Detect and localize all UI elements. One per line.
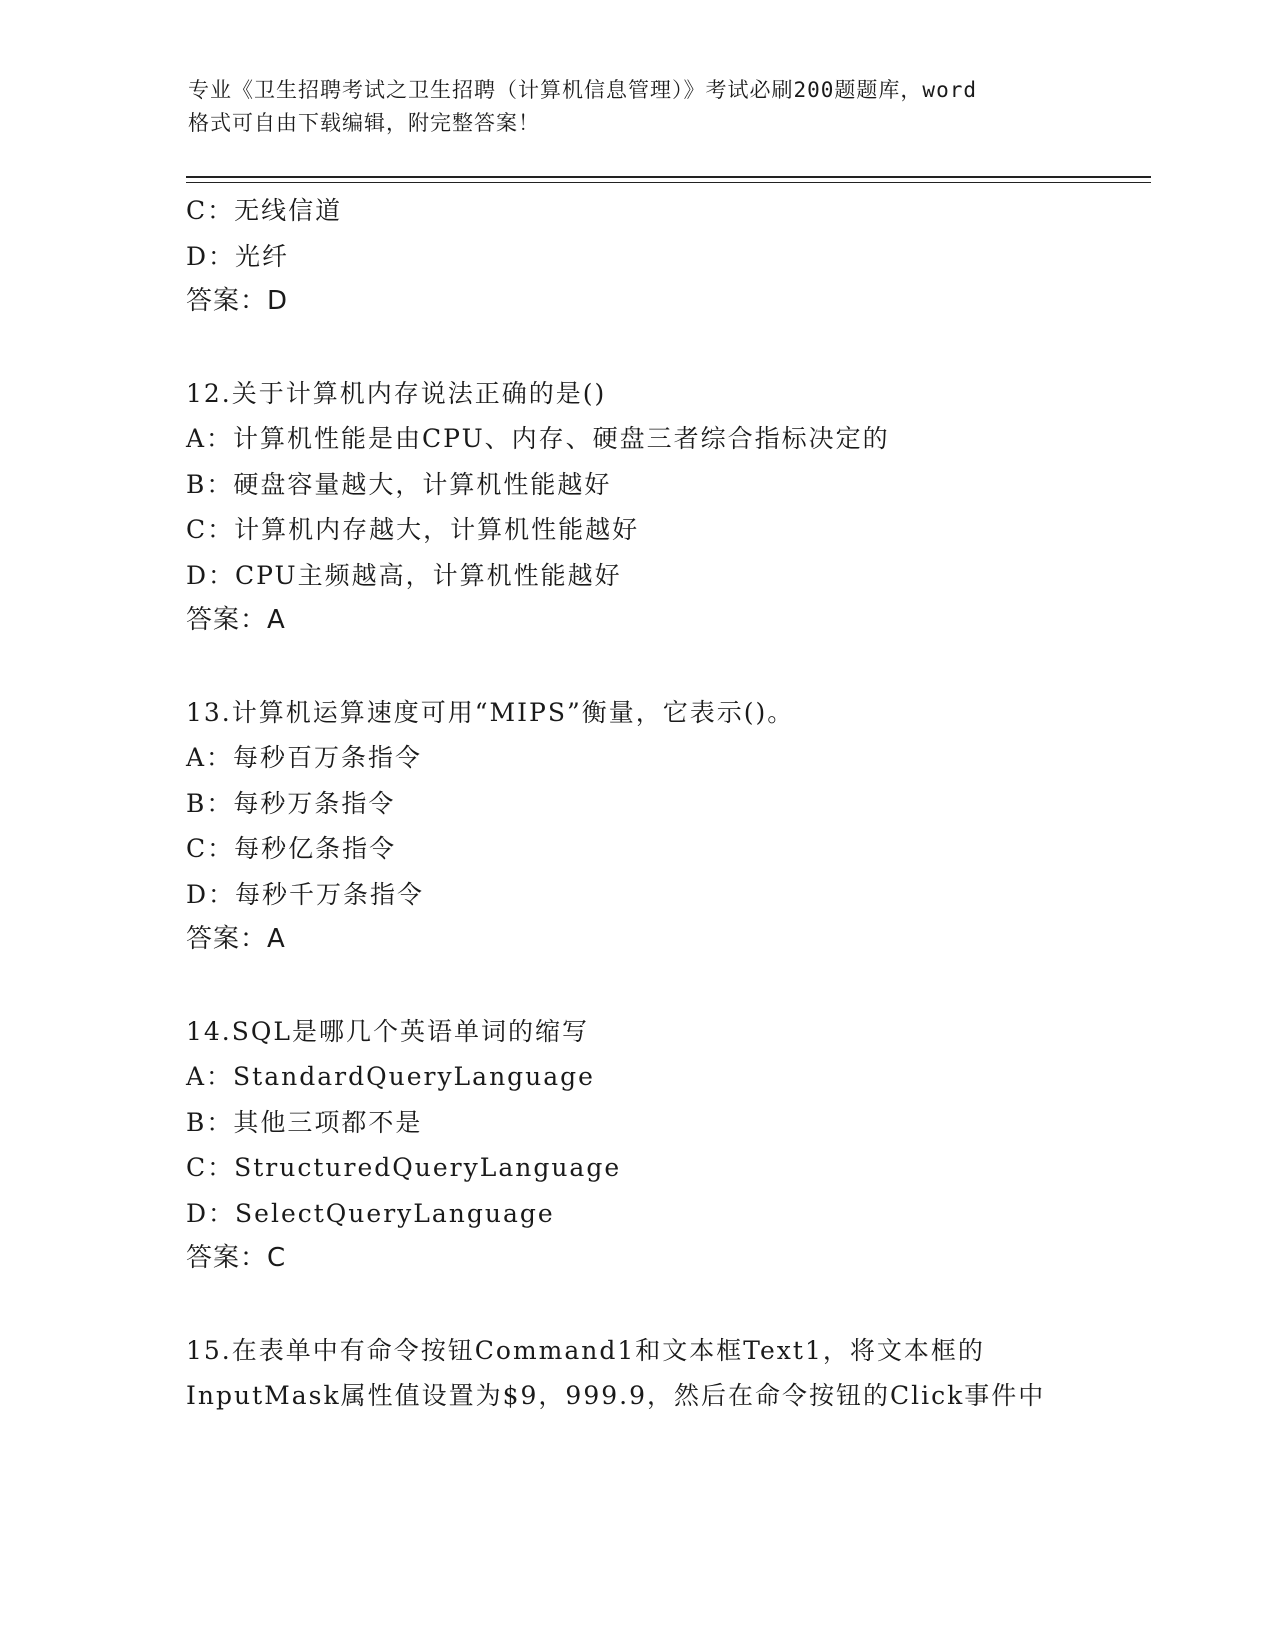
answer-line: 答案：D: [186, 286, 289, 316]
option-line: D：CPU主频越高，计算机性能越好: [186, 560, 622, 590]
option-line: A：计算机性能是由CPU、内存、硬盘三者综合指标决定的: [186, 424, 890, 453]
header-divider-bottom: [186, 182, 1151, 183]
option-line: D：每秒千万条指令: [186, 879, 425, 909]
answer-line: 答案：A: [186, 924, 286, 954]
paragraph-gap: [186, 644, 1146, 690]
option-line: B：硬盘容量越大，计算机性能越好: [186, 469, 612, 499]
option-line: D：SelectQueryLanguage: [186, 1198, 555, 1228]
option-line: D：光纤: [186, 241, 290, 271]
question-line: 15.在表单中有命令按钮Command1和文本框Text1，将文本框的: [186, 1335, 985, 1365]
header-line-2: 格式可自由下载编辑，附完整答案！: [188, 111, 540, 135]
option-line: C：计算机内存越大，计算机性能越好: [186, 515, 640, 544]
question-line: 12.关于计算机内存说法正确的是(): [186, 378, 607, 408]
document-header: [188, 74, 1088, 140]
paragraph-gap: [186, 325, 1146, 371]
option-line: B：其他三项都不是: [186, 1107, 423, 1137]
answer-line: 答案：C: [186, 1243, 287, 1273]
option-line: C：每秒亿条指令: [186, 834, 397, 863]
paragraph-gap: [186, 1282, 1146, 1328]
header-divider-top: [186, 176, 1151, 178]
question-line: InputMask属性值设置为$9，999.9，然后在命令按钮的Click事件中: [186, 1381, 1046, 1410]
option-line: A：StandardQueryLanguage: [186, 1062, 595, 1091]
answer-line: 答案：A: [186, 605, 286, 635]
option-line: C：StructuredQueryLanguage: [186, 1153, 622, 1182]
question-line: 14.SQL是哪几个英语单词的缩写: [186, 1016, 589, 1046]
question-line: 13.计算机运算速度可用“MIPS”衡量，它表示()。: [186, 697, 795, 727]
option-line: A：每秒百万条指令: [186, 743, 423, 772]
question-content: [186, 188, 1146, 1419]
option-line: B：每秒万条指令: [186, 788, 396, 818]
option-line: C：无线信道: [186, 196, 343, 225]
paragraph-gap: [186, 963, 1146, 1009]
header-line-1: 专业《卫生招聘考试之卫生招聘（计算机信息管理）》考试必刷200题题库，word: [188, 78, 977, 102]
